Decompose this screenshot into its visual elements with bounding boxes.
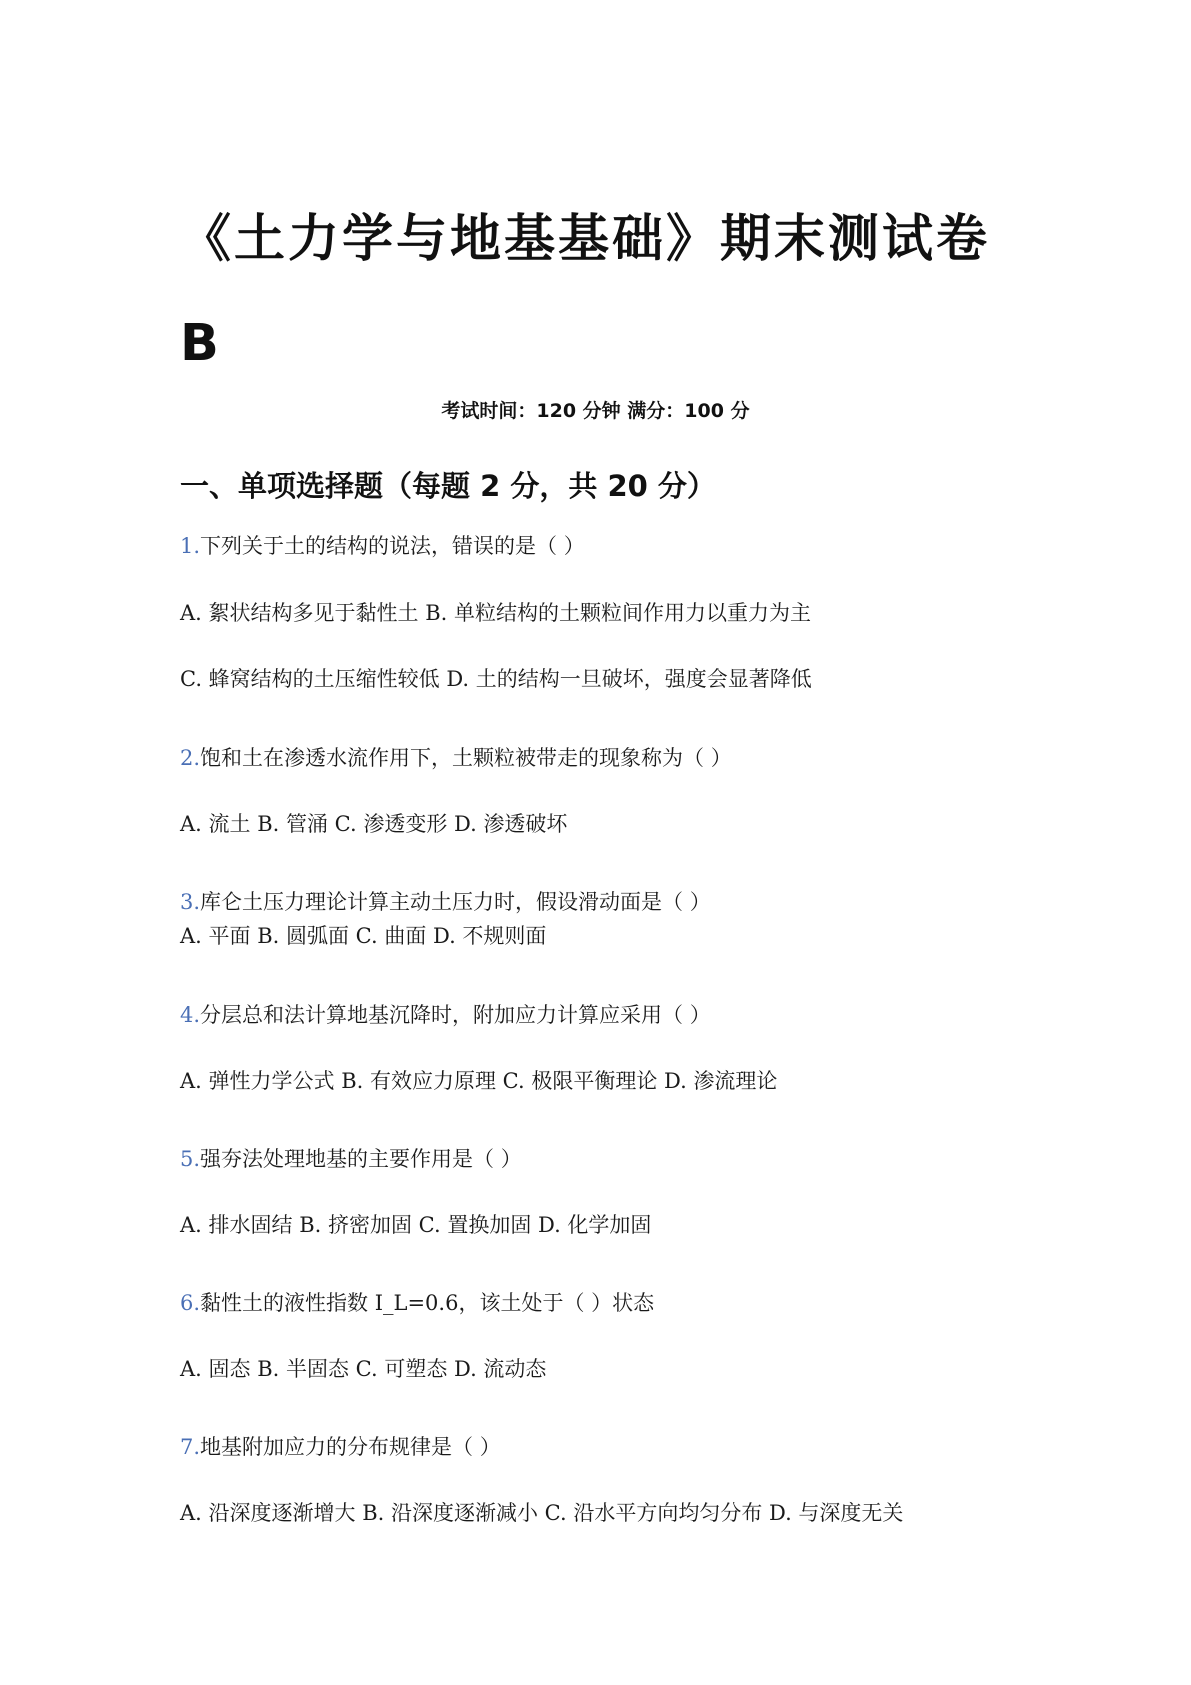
question-number: 4. bbox=[180, 1003, 201, 1027]
question-number: 1. bbox=[180, 534, 201, 558]
question-1-options-line-1: A. 絮状结构多见于黏性土 B. 单粒结构的土颗粒间作用力以重力为主 bbox=[180, 601, 811, 625]
question-text: 地基附加应力的分布规律是（ ） bbox=[200, 1435, 501, 1459]
question-6-options: A. 固态 B. 半固态 C. 可塑态 D. 流动态 bbox=[180, 1357, 547, 1381]
question-1-options-line-2: C. 蜂窝结构的土压缩性较低 D. 土的结构一旦破坏，强度会显著降低 bbox=[180, 667, 812, 691]
question-number: 6. bbox=[180, 1291, 201, 1315]
question-text: 饱和土在渗透水流作用下，土颗粒被带走的现象称为（ ） bbox=[200, 746, 732, 770]
question-3 bbox=[180, 886, 711, 918]
question-text: 下列关于土的结构的说法，错误的是（ ） bbox=[200, 534, 585, 558]
question-7 bbox=[180, 1431, 501, 1463]
question-3-options: A. 平面 B. 圆弧面 C. 曲面 D. 不规则面 bbox=[180, 924, 547, 948]
question-text: 分层总和法计算地基沉降时，附加应力计算应采用（ ） bbox=[200, 1003, 711, 1027]
question-4-options: A. 弹性力学公式 B. 有效应力原理 C. 极限平衡理论 D. 渗流理论 bbox=[180, 1069, 778, 1093]
question-5 bbox=[180, 1143, 522, 1175]
section-title: 一、单项选择题（每题 2 分，共 20 分） bbox=[180, 469, 716, 503]
question-1 bbox=[180, 530, 585, 562]
question-number: 5. bbox=[180, 1147, 201, 1171]
question-6 bbox=[180, 1287, 654, 1319]
question-text: 黏性土的液性指数 I_L=0.6，该土处于（ ）状态 bbox=[200, 1291, 655, 1315]
question-text: 库仑土压力理论计算主动土压力时，假设滑动面是（ ） bbox=[200, 890, 711, 914]
question-number: 2. bbox=[180, 746, 201, 770]
question-7-options: A. 沿深度逐渐增大 B. 沿深度逐渐减小 C. 沿水平方向均匀分布 D. 与深度无关 bbox=[180, 1501, 904, 1525]
question-2-options: A. 流土 B. 管涌 C. 渗透变形 D. 渗透破坏 bbox=[180, 812, 568, 836]
exam-info: 考试时间：120 分钟 满分：100 分 bbox=[441, 400, 750, 422]
question-number: 7. bbox=[180, 1435, 201, 1459]
question-4 bbox=[180, 999, 711, 1031]
question-number: 3. bbox=[180, 890, 201, 914]
question-5-options: A. 排水固结 B. 挤密加固 C. 置换加固 D. 化学加固 bbox=[180, 1213, 652, 1237]
exam-title: 《土力学与地基基础》期末测试卷 B bbox=[180, 210, 991, 373]
question-text: 强夯法处理地基的主要作用是（ ） bbox=[200, 1147, 522, 1171]
question-2 bbox=[180, 742, 732, 774]
